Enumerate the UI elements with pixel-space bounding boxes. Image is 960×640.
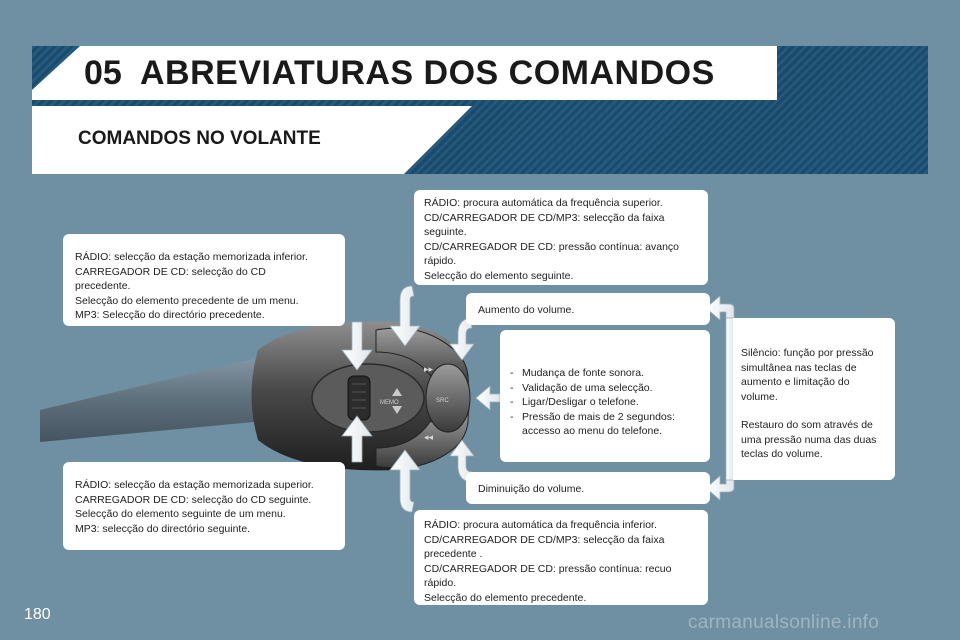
box-volume-up: Aumento do volume. [466,293,710,325]
memo-wheel [348,376,370,420]
section-subtitle: COMANDOS NO VOLANTE [78,128,321,149]
arrow-mute-top [706,296,734,320]
arrow-src [476,386,500,410]
next-symbol: ▸▸ [424,365,434,375]
box-seek-previous: RÁDIO: procura automática da frequência inferior. CD/CARREGADOR DE CD/MP3: selecção da faixa precedente . CD/CARREGADOR DE CD: pressão contínua: recuo rápido. Selecção do elemento precedente. [414,510,708,605]
box-volume-down: Diminuição do volume. [466,472,710,504]
src-label: SRC [436,398,449,404]
page-number: 180 [24,606,51,623]
prev-symbol: ◂◂ [424,433,434,443]
box-memo-previous: RÁDIO: selecção da estação memorizada inferior. CARREGADOR DE CD: selecção do CD precedente. Selecção do elemento precedente de um menu. MP3: Selecção do directório precedente. [63,234,345,326]
box-seek-next: RÁDIO: procura automática da frequência superior. CD/CARREGADOR DE CD/MP3: selecção da faixa seguinte. CD/CARREGADOR DE CD: pressão contínua: avanço rápido. Selecção do elemento seguinte. [414,190,708,285]
chapter-title: ABREVIATURAS DOS COMANDOS [140,54,715,92]
watermark: carmanualsonline.info [688,612,880,633]
box-mute: Silêncio: função por pressão simultânea nas teclas de aumento e limitação do volume. Restauro do som através de uma pressão numa das duas teclas do volume. [733,318,895,480]
chapter-number: 05 [84,54,122,92]
box-memo-next: RÁDIO: selecção da estação memorizada superior. CARREGADOR DE CD: selecção do CD seguinte. Selecção do elemento seguinte de um menu. MP3: selecção do directório seguinte. [63,462,345,550]
stalk-rod [40,355,275,442]
box-src: - Mudança de fonte sonora. - Validação de uma selecção. - Ligar/Desligar o telefone. - Pressão de mais de 2 segundos: accesso ao menu do telefone. [500,330,710,462]
memo-label: MEMO [380,400,399,406]
